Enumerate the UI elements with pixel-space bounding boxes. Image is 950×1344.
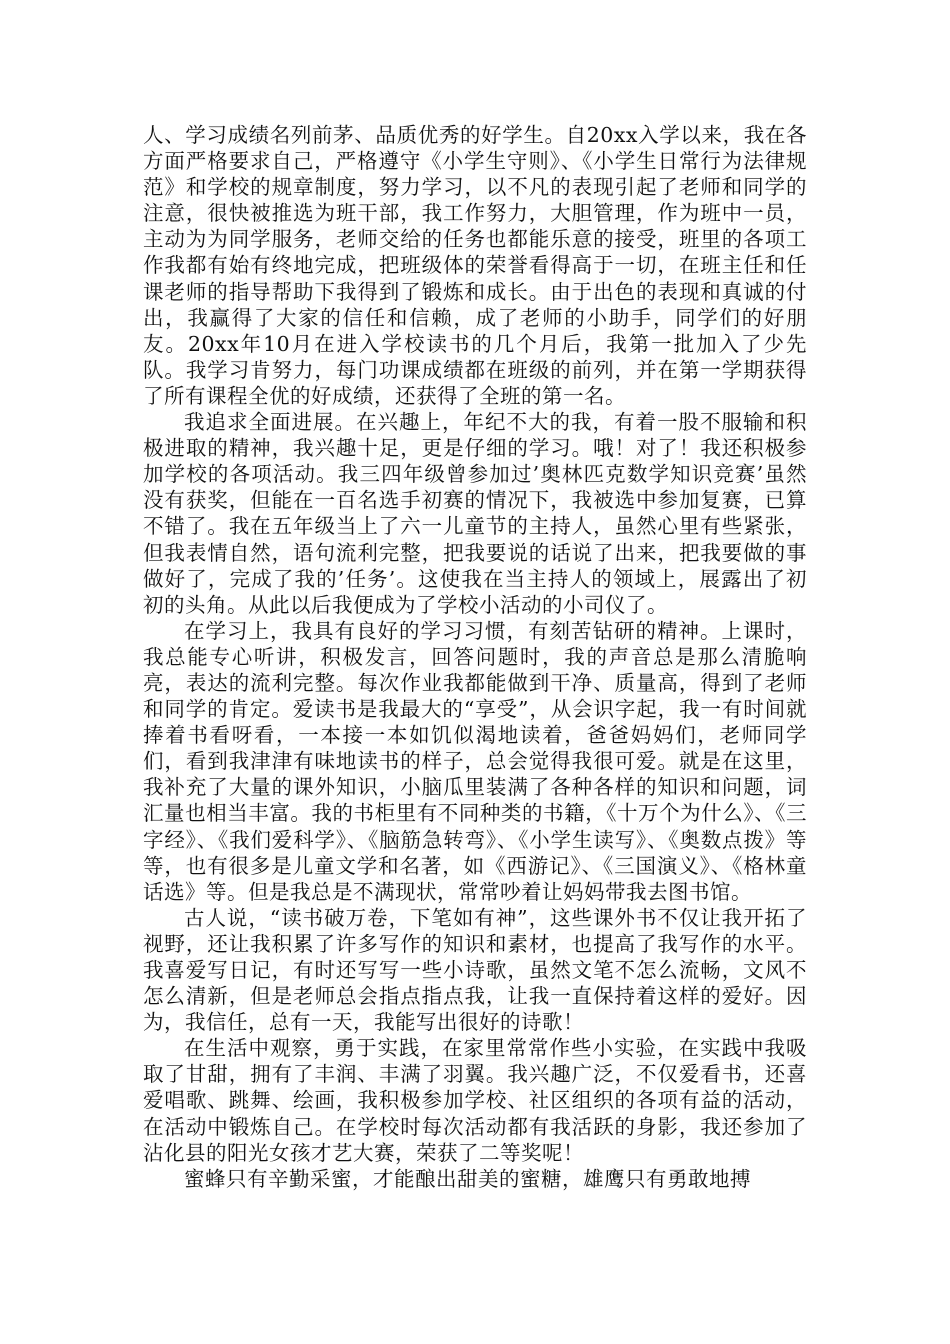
- document-body: [143, 122, 807, 1192]
- paragraph-6: 蜜蜂只有辛勤采蜜，才能酿出甜美的蜜糖，雄鹰只有勇敢地搏: [184, 1166, 751, 1191]
- paragraph-5: 在生活中观察，勇于实践，在家里常常作些小实验，在实践中我吸取了甘甜，拥有了丰润、丰满了羽翼。我兴趣广泛，不仅爱看书，还喜爱唱歌、跳舞、绘画，我积极参加学校、社区组织的各项有益的活动，在活动中锻炼自己。在学校时每次活动都有我活跃的身影，我还参加了沾化县的阳光女孩才艺大赛，荣获了二等奖呢！: [143, 1036, 807, 1165]
- paragraph-4: 古人说，“读书破万卷，下笔如有神”，这些课外书不仅让我开拓了视野，还让我积累了许多写作的知识和素材，也提高了我写作的水平。我喜爱写日记，有时还写写一些小诗歌，虽然文笔不怎么流畅，文风不怎么清新，但是老师总会指点指点我，让我一直保持着这样的爱好。因为，我信任，总有一天，我能写出很好的诗歌！: [143, 905, 807, 1035]
- paragraph-2: 我追求全面进展。在兴趣上，年纪不大的我，有着一股不服输和积极进取的精神，我兴趣十足，更是仔细的学习。哦！对了！我还积极参加学校的各项活动。我三四年级曾参加过’奥林匹克数学知识竞赛’虽然没有获奖，但能在一百名选手初赛的情况下，我被选中参加复赛，已算不错了。我在五年级当上了六一儿童节的主持人，虽然心里有些紧张，但我表情自然，语句流利完整，把我要说的话说了出来，把我要做的事做好了，完成了我的’任务’。这使我在当主持人的领域上，展露出了初初的头角。从此以后我便成为了学校小活动的小司仪了。: [143, 410, 807, 617]
- paragraph-3: 在学习上，我具有良好的学习习惯，有刻苦钻研的精神。上课时，我总能专心听讲，积极发言，回答问题时，我的声音总是那么清脆响亮，表达的流利完整。每次作业我都能做到干净、质量高，得到了老师和同学的肯定。爱读书是我最大的“享受”，从会识字起，我一有时间就捧着书看呀看，一本接一本如饥似渴地读着，爸爸妈妈们，老师同学们，看到我津津有味地读书的样子，总会觉得我很可爱。就是在这里，我补充了大量的课外知识，小脑瓜里装满了各种各样的知识和问题，词汇量也相当丰富。我的书柜里有不同种类的书籍，《十万个为什么》、《三字经》、《我们爱科学》、《脑筋急转弯》、《小学生读写》、《奥数点拨》等等，也有很多是儿童文学和名著，如《西游记》、《三国演义》、《格林童话选》等。但是我总是不满现状，常常吵着让妈妈带我去图书馆。: [143, 618, 807, 904]
- paragraph-1: 人、学习成绩名列前茅、品质优秀的好学生。自20xx入学以来，我在各方面严格要求自己，严格遵守《小学生守则》、《小学生日常行为法律规范》和学校的规章制度，努力学习，以不凡的表现引起了老师和同学的注意，很快被推选为班干部，我工作努力，大胆管理，作为班中一员，主动为为同学服务，老师交给的任务也都能乐意的接受，班里的各项工作我都有始有终地完成，把班级体的荣誉看得高于一切，在班主任和任课老师的指导帮助下我得到了锻炼和成长。由于出色的表现和真诚的付出，我赢得了大家的信任和信赖，成了老师的小助手，同学们的好朋友。20xx年10月在进入学校读书的几个月后，我第一批加入了少先队。我学习肯努力，每门功课成绩都在班级的前列，并在第一学期获得了所有课程全优的好成绩，还获得了全班的第一名。: [143, 123, 807, 408]
